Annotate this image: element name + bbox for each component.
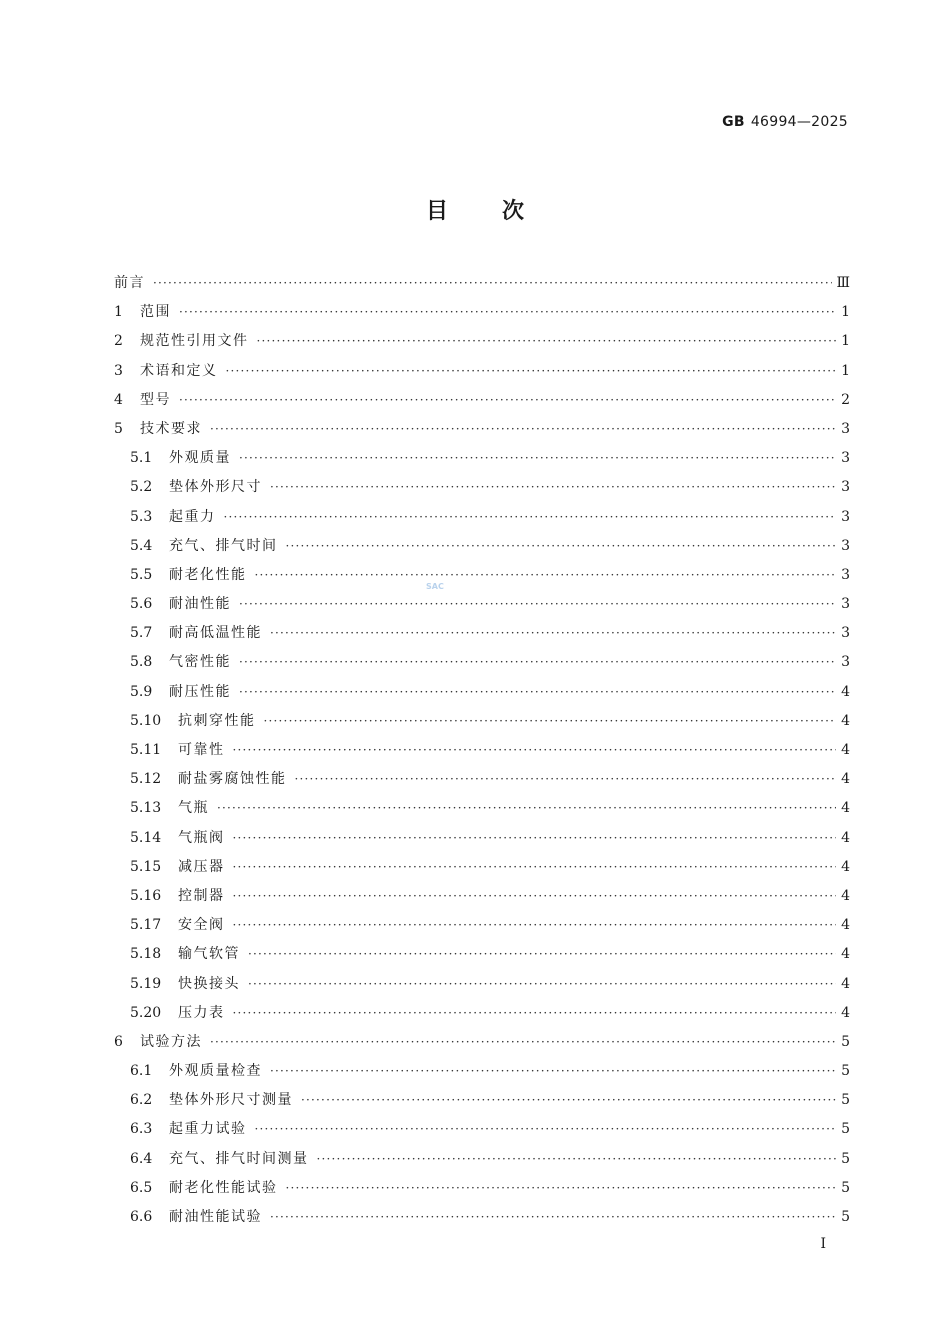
toc-entry-page: 3: [841, 420, 850, 437]
toc-entry-page: 4: [841, 742, 850, 758]
toc-entry[interactable]: [114, 357, 850, 386]
toc-dot-leader: [255, 561, 837, 590]
toc-entry-label: 耐油性能试验: [169, 1209, 262, 1225]
toc-dot-leader: [233, 736, 837, 765]
toc-entry-number: 5.19: [130, 975, 162, 992]
toc-dot-leader: [270, 473, 836, 502]
toc-entry-page: 1: [841, 333, 850, 350]
toc-entry-label: 气瓶: [178, 800, 209, 817]
toc-entry-number: 5.16: [130, 887, 162, 904]
toc-entry-page: 3: [841, 450, 850, 467]
toc-entry[interactable]: [114, 444, 850, 473]
toc-entry[interactable]: [114, 940, 850, 969]
toc-entry[interactable]: [114, 794, 850, 823]
table-of-contents: [114, 269, 850, 1232]
toc-entry-label: 起重力试验: [169, 1121, 247, 1138]
toc-entry-label: 耐压性能: [169, 683, 231, 700]
toc-entry-number: 5.13: [130, 800, 162, 817]
toc-entry-page: 2: [841, 391, 850, 408]
toc-dot-leader: [226, 357, 837, 386]
toc-entry-label: 充气、排气时间测量: [169, 1150, 309, 1167]
toc-entry-number: 5: [114, 420, 123, 437]
toc-entry[interactable]: [114, 999, 850, 1028]
toc-entry-number: 5.17: [130, 917, 162, 934]
toc-entry-label: 型号: [140, 391, 171, 408]
toc-dot-leader: [233, 999, 837, 1028]
toc-entry[interactable]: [114, 707, 850, 736]
toc-dot-leader: [270, 619, 836, 648]
toc-entry[interactable]: [114, 678, 850, 707]
toc-dot-leader: [217, 794, 836, 823]
toc-entry-label: 垫体外形尺寸: [169, 479, 262, 496]
toc-entry-label: 技术要求: [140, 420, 202, 437]
toc-entry-number: 6.5: [130, 1179, 153, 1196]
toc-entry-label: 气密性能: [169, 654, 231, 671]
toc-entry-label: 输气软管: [178, 946, 240, 963]
toc-entry-number: 6.2: [130, 1092, 153, 1109]
toc-dot-leader: [255, 1115, 837, 1144]
toc-entry-number: 5.14: [130, 829, 162, 846]
toc-entry-page: 3: [841, 508, 850, 525]
toc-dot-leader: [233, 882, 837, 911]
toc-entry-label: 耐老化性能试验: [169, 1179, 278, 1196]
toc-entry-label: 减压器: [178, 858, 225, 875]
toc-entry-label: 安全阀: [178, 917, 225, 934]
standard-prefix: GB: [722, 114, 745, 130]
sac-watermark: SAC: [426, 582, 444, 591]
toc-entry[interactable]: [114, 911, 850, 940]
toc-dot-leader: [239, 590, 836, 619]
toc-entry[interactable]: [114, 648, 850, 677]
toc-entry[interactable]: [114, 590, 850, 619]
toc-entry-number: 5.11: [130, 742, 162, 758]
toc-dot-leader: [286, 532, 837, 561]
toc-entry-number: 5.1: [130, 450, 153, 467]
toc-entry[interactable]: [114, 882, 850, 911]
toc-entry-number: 5.9: [130, 683, 153, 700]
toc-entry-number: 6: [114, 1033, 123, 1050]
toc-dot-leader: [239, 444, 836, 473]
toc-dot-leader: [179, 386, 836, 415]
toc-entry-page: 5: [841, 1121, 850, 1138]
standard-number: 46994—2025: [750, 114, 848, 130]
toc-entry-number: 5.12: [130, 771, 162, 788]
toc-entry[interactable]: [114, 619, 850, 648]
toc-entry-number: 3: [114, 362, 123, 379]
title-char-1: 目: [425, 198, 448, 224]
toc-entry-page: 4: [841, 975, 850, 992]
toc-entry-page: 5: [841, 1150, 850, 1167]
toc-entry-label: 气瓶阀: [178, 829, 225, 846]
toc-entry[interactable]: [114, 1028, 850, 1057]
toc-entry-label: 快换接头: [178, 975, 240, 992]
toc-entry[interactable]: [114, 736, 850, 765]
toc-entry[interactable]: [114, 824, 850, 853]
toc-entry-number: 5.7: [130, 625, 153, 642]
toc-entry[interactable]: [114, 503, 850, 532]
toc-entry-label: 抗刺穿性能: [178, 712, 256, 729]
toc-entry-page: 4: [841, 829, 850, 846]
footer-page-number: I: [820, 1236, 826, 1252]
toc-entry-page: 5: [841, 1063, 850, 1080]
toc-entry-label: 耐老化性能: [169, 566, 247, 583]
toc-entry-label: 控制器: [178, 887, 225, 904]
page-title: [0, 194, 950, 225]
toc-entry-label: 规范性引用文件: [140, 333, 249, 350]
toc-entry-page: 4: [841, 712, 850, 729]
toc-entry-page: 4: [841, 917, 850, 934]
toc-entry-number: 1: [114, 304, 123, 321]
toc-entry-label: 起重力: [169, 508, 216, 525]
toc-entry-page: 5: [841, 1033, 850, 1050]
toc-entry[interactable]: [114, 473, 850, 502]
toc-dot-leader: [239, 678, 836, 707]
toc-dot-leader: [224, 503, 837, 532]
toc-entry-number: 6.6: [130, 1209, 153, 1225]
toc-entry-label: 可靠性: [178, 742, 225, 758]
toc-dot-leader: [210, 415, 836, 444]
toc-entry-number: 4: [114, 391, 123, 408]
toc-entry-page: Ⅲ: [836, 275, 850, 291]
toc-entry-number: 5.10: [130, 712, 162, 729]
toc-entry-number: 5.2: [130, 479, 153, 496]
toc-entry-page: 4: [841, 771, 850, 788]
toc-entry-page: 3: [841, 479, 850, 496]
toc-entry-page: 4: [841, 858, 850, 875]
toc-dot-leader: [295, 765, 837, 794]
toc-entry[interactable]: [114, 327, 850, 356]
toc-entry-number: 5.15: [130, 858, 162, 875]
toc-entry-page: 3: [841, 596, 850, 613]
toc-entry-number: 5.5: [130, 566, 153, 583]
toc-entry[interactable]: [114, 765, 850, 794]
toc-entry-number: 6.3: [130, 1121, 153, 1138]
toc-entry[interactable]: [114, 561, 850, 590]
toc-entry-label: 前言: [114, 275, 145, 291]
toc-entry-page: 4: [841, 683, 850, 700]
toc-dot-leader: [257, 327, 837, 356]
toc-entry-page: 4: [841, 946, 850, 963]
toc-entry[interactable]: [114, 386, 850, 415]
toc-entry-label: 范围: [140, 304, 171, 321]
toc-entry-page: 4: [841, 887, 850, 904]
toc-entry[interactable]: [114, 1057, 850, 1086]
toc-entry-label: 充气、排气时间: [169, 537, 278, 554]
toc-dot-leader: [239, 648, 836, 677]
toc-entry[interactable]: [114, 1174, 850, 1203]
title-char-2: 次: [502, 198, 525, 224]
toc-entry[interactable]: [114, 415, 850, 444]
toc-entry-page: 4: [841, 800, 850, 817]
toc-entry-page: 3: [841, 537, 850, 554]
toc-entry-label: 耐高低温性能: [169, 625, 262, 642]
toc-dot-leader: [210, 1028, 836, 1057]
toc-entry[interactable]: [114, 269, 850, 298]
toc-dot-leader: [270, 1203, 836, 1232]
toc-entry-number: 5.3: [130, 508, 153, 525]
toc-entry-label: 压力表: [178, 1004, 225, 1021]
toc-dot-leader: [317, 1145, 837, 1174]
toc-entry-page: 1: [841, 304, 850, 321]
toc-entry-label: 外观质量: [169, 450, 231, 467]
standard-code: [722, 114, 848, 130]
toc-dot-leader: [179, 298, 836, 327]
toc-entry-number: 6.1: [130, 1063, 153, 1080]
toc-entry[interactable]: [114, 532, 850, 561]
toc-entry-label: 垫体外形尺寸测量: [169, 1092, 293, 1109]
toc-entry-label: 耐盐雾腐蚀性能: [178, 771, 287, 788]
toc-dot-leader: [233, 853, 837, 882]
toc-entry[interactable]: [114, 298, 850, 327]
toc-entry-number: 5.6: [130, 596, 153, 613]
toc-entry-page: 3: [841, 654, 850, 671]
toc-entry[interactable]: [114, 970, 850, 999]
toc-entry-number: 5.8: [130, 654, 153, 671]
toc-dot-leader: [270, 1057, 836, 1086]
toc-dot-leader: [264, 707, 837, 736]
toc-dot-leader: [233, 911, 837, 940]
toc-dot-leader: [248, 970, 836, 999]
toc-entry-page: 1: [841, 362, 850, 379]
toc-entry-number: 6.4: [130, 1150, 153, 1167]
toc-entry[interactable]: [114, 1115, 850, 1144]
toc-entry-number: 5.20: [130, 1004, 162, 1021]
toc-entry-page: 4: [841, 1004, 850, 1021]
toc-entry-label: 外观质量检查: [169, 1063, 262, 1080]
toc-dot-leader: [286, 1174, 837, 1203]
toc-entry-label: 试验方法: [140, 1033, 202, 1050]
toc-entry[interactable]: [114, 1145, 850, 1174]
toc-entry[interactable]: [114, 1203, 850, 1232]
toc-entry-number: 5.18: [130, 946, 162, 963]
toc-dot-leader: [248, 940, 836, 969]
toc-entry-page: 5: [841, 1209, 850, 1225]
toc-entry-page: 5: [841, 1179, 850, 1196]
toc-entry-page: 3: [841, 566, 850, 583]
toc-entry[interactable]: [114, 853, 850, 882]
toc-entry-label: 耐油性能: [169, 596, 231, 613]
toc-entry[interactable]: [114, 1086, 850, 1115]
toc-dot-leader: [301, 1086, 836, 1115]
toc-dot-leader: [153, 269, 832, 298]
toc-entry-label: 术语和定义: [140, 362, 218, 379]
toc-entry-number: 5.4: [130, 537, 153, 554]
toc-dot-leader: [233, 824, 837, 853]
toc-entry-page: 5: [841, 1092, 850, 1109]
toc-entry-number: 2: [114, 333, 123, 350]
toc-entry-page: 3: [841, 625, 850, 642]
